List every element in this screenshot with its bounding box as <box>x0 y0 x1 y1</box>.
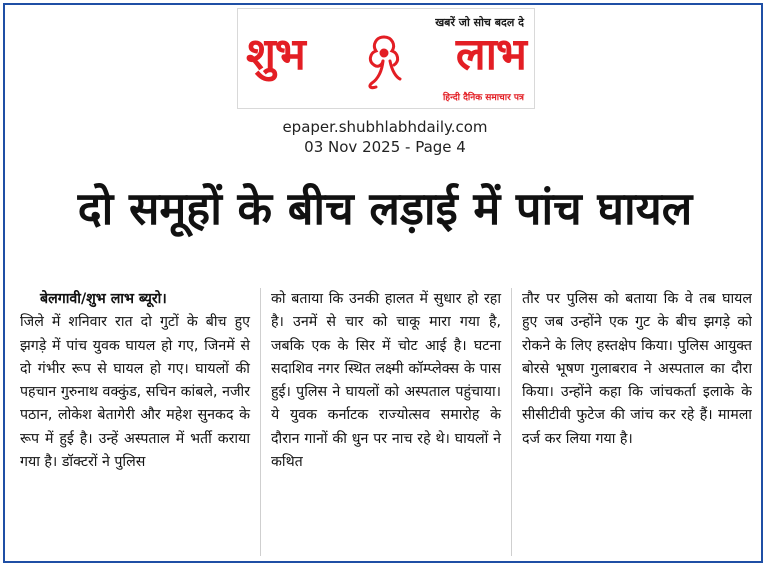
ganesh-icon <box>356 31 412 91</box>
article-headline: दो समूहों के बीच लड़ाई में पांच घायल <box>77 182 693 235</box>
masthead-subtitle: हिन्दी दैनिक समाचार पत्र <box>442 93 524 103</box>
logo-word-shubh: शुभ <box>246 29 305 80</box>
article-dateline: बेलगावी/शुभ लाभ ब्यूरो। <box>40 291 167 307</box>
masthead <box>237 8 535 109</box>
article-body <box>20 288 752 556</box>
article-column-1 <box>20 288 260 556</box>
logo-word-labh: लाभ <box>455 29 526 80</box>
article-column-3-text: तौर पर पुलिस को बताया कि वे तब घायल हुए जब उन्होंने एक गुट के बीच झगड़े को रोकने के लिए हस्तक्षेप किया। पुलिस आयुक्त बोरसे भूषण गुलाबराव ने अस्पताल का दौरा किया। उन्होंने कहा कि जांचकर्ता इलाके के सीसीटीवी फुटेज की जांच कर रहे हैं। मामला दर्ज कर लिया गया है। <box>522 291 752 447</box>
article-column-2-text: को बताया कि उनकी हालत में सुधार हो रहा है। उनमें से चार को चाकू मारा गया है, जबकि एक के सिर में चोट आई है। घटना सदाशिव नगर स्थित लक्ष्मी कॉम्प्लेक्स के पास हुई। पुलिस ने घायलों को अस्पताल पहुंचाया। ये युवक कर्नाटक राज्योत्सव समारोह के दौरान गानों की धुन पर नाच रहे थे। घायलों ने कथित <box>271 291 501 471</box>
article-column-1-text: जिले में शनिवार रात दो गुटों के बीच हुए झगड़े में पांच युवक घायल हो गए, जिनमें से दो गंभीर रूप से घायल हो गए। घायलों की पहचान गुरुनाथ वक्कुंड, सचिन कांबले, नजीर पठान, लोकेश बेतागेरी और महेश सुनकद के रूप में हुई है। उन्हें अस्पताल में भर्ती कराया गया है। डॉक्टरों ने पुलिस <box>20 314 250 471</box>
article-column-3 <box>511 288 752 556</box>
masthead-tagline: खबरें जो सोच बदल दे <box>435 16 524 29</box>
source-date-page: 03 Nov 2025 - Page 4 <box>304 138 466 156</box>
article-column-2 <box>260 288 511 556</box>
source-url: epaper.shubhlabhdaily.com <box>282 118 488 136</box>
